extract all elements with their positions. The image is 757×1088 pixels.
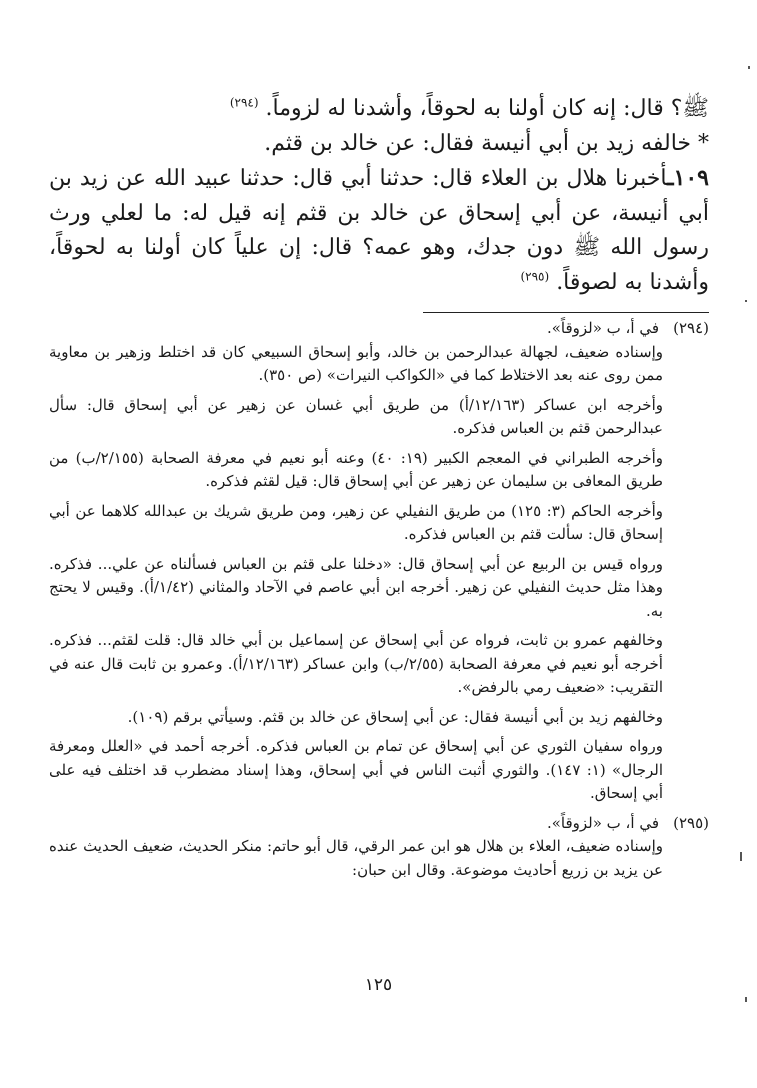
footnote-295-number: (٢٩٥): [673, 813, 709, 832]
main-line-2: * خالفه زيد بن أبي أنيسة فقال: عن خالد بن قثم.: [264, 130, 709, 156]
footnote-295-head: [49, 812, 709, 836]
footnote-ref-294[interactable]: (٢٩٤): [229, 95, 259, 110]
main-line-1: [49, 92, 709, 127]
footnote-294-variant: في أ، ب «لزوقاً».: [546, 319, 659, 337]
footnote-294-paragraph: وأخرجه ابن عساكر (١٢/١٦٣/أ) من طريق أبي غسان عن زهير عن أبي إسحاق قال: سأل عبدالرحمن قثم بن العباس فذكره.: [49, 395, 663, 437]
footnote-294-number: (٢٩٤): [673, 319, 709, 337]
scan-speck: [740, 852, 742, 861]
footnotes-block: [49, 317, 709, 882]
hadith-109: [49, 161, 709, 300]
footnote-separator-line: [423, 312, 709, 313]
footnote-295-variant: في أ، ب «لزوقاً».: [546, 813, 659, 832]
footnote-294-paragraph: ورواه سفيان الثوري عن أبي إسحاق عن تمام بن العباس فذكره. أخرجه أحمد في «العلل ومعرفة الرجال» (١: ١٤٧). والثوري أثبت الناس في أبي إسحاق، وهذا إسناد مضطرب قد اختلف فيه على أبي إسحاق.: [49, 737, 663, 802]
page-number: ١٢٥: [364, 975, 393, 995]
footnote-294-paragraph: وأخرجه الحاكم (٣: ١٢٥) من طريق النفيلي عن زهير، ومن طريق شريك بن عبدالله كلاهما عن أبي إسحاق قال: سألت قثم بن العباس فذكره.: [49, 501, 664, 543]
footnote-295-paragraph: وإسناده ضعيف، العلاء بن هلال هو ابن عمر الرقي، قال أبو حاتم: منكر الحديث، ضعيف الحديث عنده عن يزيد بن زريع أحاديث موضوعة. وقال ابن حبان:: [49, 837, 663, 879]
scan-speck: [748, 66, 750, 69]
footnote-294-paragraph: وإسناده ضعيف، لجهالة عبدالرحمن بن خالد، وأبو إسحاق السبيعي كان قد اختلط وزهير بن معاوية ممن روى عنه بعد الاختلاط كما في «الكواكب النيرات» (ص ٣٥٠).: [49, 342, 663, 384]
scan-speck: [745, 997, 747, 1002]
footnote-294-paragraph: وخالفهم عمرو بن ثابت، فرواه عن أبي إسحاق عن إسماعيل بن أبي خالد قال: قلت لقثم... فذكره. أخرجه أبو نعيم في معرفة الصحابة (٢/٥٥/ب) وابن عساكر (١٢/١٦٣/أ). وعمرو بن ثابت قال عنه في التقريب: «ضعيف رمي بالرفض».: [49, 631, 663, 696]
footnote-294-paragraph: ورواه قيس بن الربيع عن أبي إسحاق قال: «دخلنا على قثم بن العباس فسألناه عن علي... فذكره. وهذا مثل حديث النفيلي عن زهير. أخرجه ابن أبي عاصم في الآحاد والمثاني (١/٤٢/أ). وقيس لا يحتج به.: [49, 554, 663, 620]
hadith-text: أخبرنا هلال بن العلاء قال: حدثنا أبي قال: حدثنا عبيد الله عن زيد بن أبي أنيسة، عن أبي إسحاق عن خالد بن قثم إنه قيل له: ما لعلي ورث رسول الله ﷺ دون جدك، وهو عمه؟ قال: إن علياً كان أولنا به لحوقاً، وأشدنا به لصوقاً.: [49, 166, 709, 295]
hadith-number: ١٠٩ـ: [667, 165, 709, 191]
footnote-294-paragraph: وأخرجه الطبراني في المعجم الكبير (١٩: ٤٠) وعنه أبو نعيم في معرفة الصحابة (٢/١٥٥/ب) من طريق المعافى بن سليمان عن زهير عن أبي إسحاق قال: قيل لقثم فذكره.: [49, 448, 663, 490]
footnote-294-head: [49, 317, 709, 341]
main-text-block: [49, 92, 709, 300]
scan-speck: [745, 300, 747, 302]
main-line-1-text: ﷺ؟ قال: إنه كان أولنا به لحوقاً، وأشدنا له لزوماً.: [265, 96, 709, 121]
footnote-294-paragraph: وخالفهم زيد بن أبي أنيسة فقال: عن أبي إسحاق عن خالد بن قثم. وسيأتي برقم (١٠٩).: [127, 707, 663, 726]
footnote-ref-295[interactable]: (٢٩٥): [520, 269, 550, 284]
